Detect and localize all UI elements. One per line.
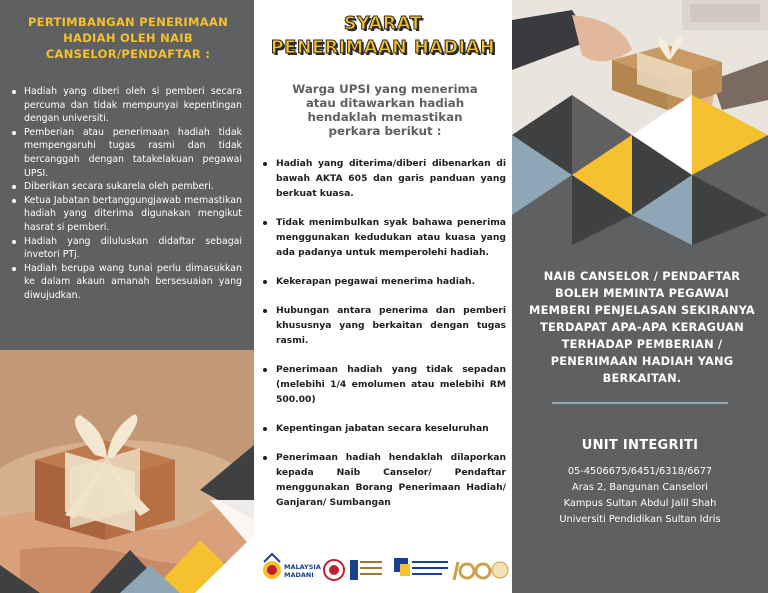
contact-address-line1: Aras 2, Bangunan Canselori [572,482,708,493]
malaysia-madani-logo [263,554,321,579]
seal-logo [324,560,344,580]
list-item: Diberikan secara sukarela oleh pemberi. [10,180,242,194]
integrity-unit-logo [394,558,448,576]
list-item: Pemberian atau penerimaan hadiah tidak mempengaruhi tugas rasmi dan tidak bercanggah dengan tatakelakuan pegawai UPSI. [10,126,242,180]
middle-panel [254,0,512,593]
divider [552,402,728,404]
list-item: Hadiah berupa wang tunai perlu dimasukkan ke dalam akaun amanah bersesuaian yang diwujudkan. [10,262,242,303]
gift-in-hand-photo [0,350,254,593]
left-panel-title: PERTIMBANGAN PENERIMAAN HADIAH OLEH NAIB CANSELOR/PENDAFTAR : [27,15,229,61]
list-item: Kepentingan jabatan secara keseluruhan [260,421,506,436]
banner-title-line2: PENERIMAAN HADIAH [270,38,496,58]
contact-address-line3: Universiti Pendidikan Sultan Idris [559,514,721,525]
clarification-message: NAIB CANSELOR / PENDAFTAR BOLEH MEMINTA PEGAWAI MEMBERI PENJELASAN SEKIRANYA TERDAPAT APA-APA KERAGUAN TERHADAP PEMBERIAN / PENERIMAAN HADIAH YANG BERKAITAN. [529,269,755,385]
unit-title: UNIT INTEGRITI [581,438,699,453]
contact-phone: 05-4506675/6451/6318/6677 [567,466,713,477]
upsi-logo [350,560,382,580]
intro-text: Warga UPSI yang menerima atau ditawarkan hadiah hendaklah memastikan perkara berikut : [292,82,478,138]
madani-line1: MALAYSIA [284,563,321,571]
left-panel [0,0,254,593]
madani-line2: MADANI [284,571,314,579]
logo-strip [254,552,512,588]
centenary-logo [454,562,508,580]
contact-address-line2: Kampus Sultan Abdul Jalil Shah [563,498,717,509]
list-item: Penerimaan hadiah hendaklah dilaporkan kepada Naib Canselor/ Pendaftar menggunakan Borang Penerimaan Hadiah/ Ganjaran/ Sumbangan [260,450,506,510]
list-item: Hubungan antara penerima dan pemberi khususnya yang berkaitan dengan tugas rasmi. [260,303,506,348]
list-item: Hadiah yang diberi oleh si pemberi secara percuma dan tidak mempunyai kepentingan dengan universiti. [10,85,242,126]
list-item: Ketua Jabatan bertanggungjawab memastikan hadiah yang diterima digunakan mengikut hasrat si pemberi. [10,194,242,235]
geometric-triangles [512,95,768,245]
banner-title-line1: SYARAT [343,14,423,34]
list-item: Hadiah yang diterima/diberi dibenarkan di bawah AKTA 605 dan garis panduan yang berkuat kuasa. [260,156,506,201]
list-item: Kekerapan pegawai menerima hadiah. [260,274,506,289]
list-item: Hadiah yang diluluskan didaftar sebagai invetori PTj. [10,235,242,262]
requirements-list [260,156,506,524]
list-item: Penerimaan hadiah yang tidak sepadan (melebihi 1/4 emolumen atau melebihi RM 500.00) [260,362,506,407]
list-item: Tidak menimbulkan syak bahawa penerima menggunakan kedudukan atau kuasa yang ada padanya untuk memperolehi hadiah. [260,215,506,260]
contact-block [512,464,768,528]
consideration-list [10,85,242,303]
right-panel [512,0,768,593]
